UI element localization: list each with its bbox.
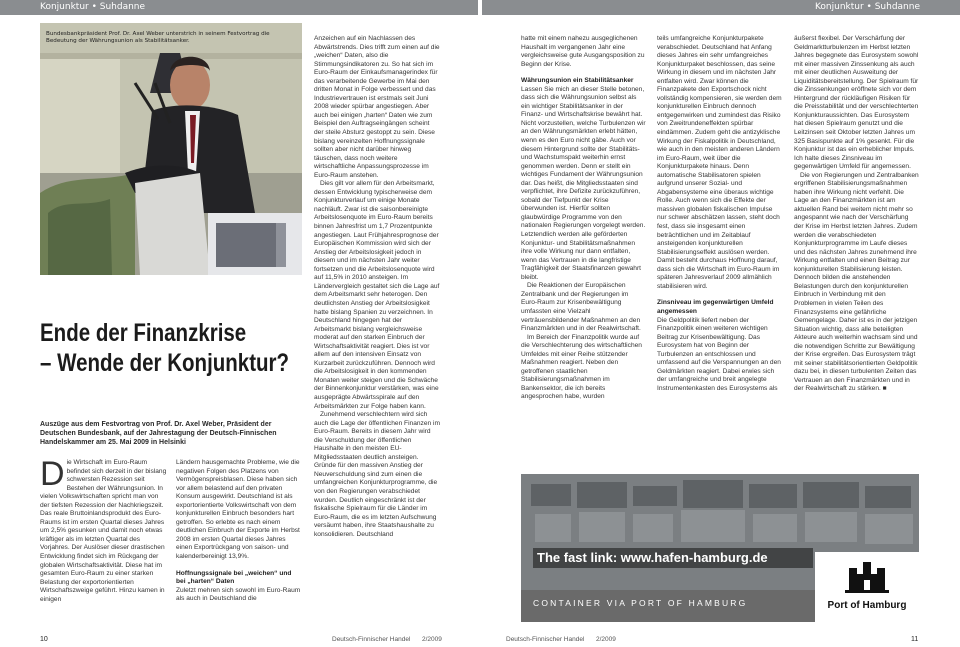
body-paragraph: teils umfangreiche Konjunkturpakete verabschiedet. Deutschland hat Anfang dieses Jahres ein sehr umfangreiches Konjunkturpaket beschlossen, das seine Wirkung in diesem und im nächsten Jahr entfalten wird. Zwar können die Finanzpakete den Exportschock nicht vollständig kompensieren, sie werden dem konjunkturellen Einbruch dennoch entgegenwirken und zumindest das Risiko von Zweitrundeneffekten spürbar eindämmen. Zudem geht die antizyklische Wirkung der Fiskalpolitik in Deutschland, wie auch in den meisten anderen Ländern im Euro-Raum, weit über die Konjunkturpakete hinaus. Denn automatische Stabilisatoren spielen aufgrund unserer Sozial- und Abgabensysteme eine überaus wichtige Rolle. Auch wenn sich die Effekte der massiven globalen fiskalischen Impulse nur schwer abschätzen lassen, steht doch fest, dass sie insgesamt einen beträchtlichen und im Zeitablauf ansteigenden konjunkturellen Stabilisierungseffekt auslösen werden. Damit besteht durchaus Hoffnung darauf, dass sich die Wirtschaft im Euro-Raum im späteren Jahresverlauf 2009 allmählich stabilisieren wird. bbox=[657, 35, 782, 290]
body-paragraph: äußerst flexibel. Der Verschärfung der Geldmarktturbulenzen im Herbst letzten Jahres begegnete das Eurosystem sowohl mit einer massiven Zinssenkung als auch mit einer deutlichen Ausweitung der Liquiditätsbereitstellung. Der Spielraum für die Zinssenkungen eröffnete sich vor dem Hintergrund der rückläufigen Risiken für die Preisstabilität und der verschlechterten Konjunkturaussichten. Das Eurosystem hat diesen Spielraum genutzt und die Leitzinsen seit Oktober letzten Jahres um 325 Basispunkte auf 1% gesenkt. Für die Konjunktur ist das ein erheblicher Impuls. Ich halte dieses Zinsniveau im gegenwärtigen Umfeld für angemessen. bbox=[794, 35, 919, 171]
text-column-6 bbox=[794, 35, 919, 453]
page-number-left: 10 bbox=[40, 636, 48, 643]
ad-headline: The fast link: www.hafen-hamburg.de bbox=[533, 548, 813, 568]
subheading: Währungsunion ein Stabilitätsanker bbox=[521, 77, 634, 85]
headline-line-1: Ende der Finanzkrise bbox=[40, 319, 247, 347]
text-column-5 bbox=[657, 35, 782, 453]
body-paragraph: Zuletzt mehren sich sowohl im Euro-Raum als auch in Deutschland die bbox=[176, 586, 301, 603]
article-lead: Auszüge aus dem Festvortrag von Prof. Dr. Axel Weber, Präsident der Deutschen Bundesbank, auf der Jahrestagung der Deutsch-Finnischen Handelskammer am 25. Mai 2009 in Helsinki bbox=[40, 421, 277, 446]
running-head-left: Konjunktur • Suhdanne bbox=[0, 0, 478, 15]
body-paragraph: Ländern hausgemachte Probleme, wie die negativen Folgen des Platzens von Vermögenspreisblasen. Diese haben sich vor allem belastend auf den privaten Konsum ausgewirkt. Deutschland ist als exportorientierte Volkswirtschaft von dem konjunkturellen Einbruch besonders hart getroffen. So erlebte es nach einem deutlichen Einbruch der Exporte im Herbst 2008 im ersten Quartal dieses Jahres einen Exportrückgang von saison- und kalenderbereinigt 13,9%. bbox=[176, 459, 300, 561]
body-paragraph: Lassen Sie mich an dieser Stelle betonen, dass sich die Währungsunion selbst als ein wichtiger Stabilitätsanker in der Finanz- und Wirtschaftskrise bewährt hat. Nicht vorzustellen, welche Turbulenzen wir an den Währungsmärkten erlebt hätten, wenn es den Euro nicht gäbe. Auch vor diesem Hintergrund sollte der Stabilitäts- und Wachstumspakt weiterhin ernst genommen werden. Denn er stellt ein wichtiges Fundament der Währungsunion dar. Das heißt, die Mitgliedsstaaten sind verpflichtet, ihre Defizite zurückzuführen, sobald der Tiefpunkt der Krise überwunden ist. Hierfür sollten glaubwürdige Programme von den nationalen Regierungen vorgelegt werden. Letztendlich werden alle geförderten Konjunktur- und Stabilitätsmaßnahmen ihre volle Wirkung nur dann entfalten, wenn das Vertrauen in die langfristige Tragfähigkeit der Staatsfinanzen gewahrt bleibt. bbox=[521, 85, 646, 281]
headline-line-2: – Wende der Konjunktur? bbox=[40, 349, 290, 377]
photo-caption: Bundesbankpräsident Prof. Dr. Axel Weber unterstrich in seinem Festvortrag die Bedeutung der Währungsunion als Stabilitätsanker. bbox=[46, 31, 270, 45]
ad-tagline: CONTAINER VIA PORT OF HAMBURG bbox=[533, 598, 748, 608]
port-of-hamburg-logo bbox=[815, 552, 919, 622]
body-paragraph: Anzeichen auf ein Nachlassen des Abwärtstrends. Dies trifft zum einen auf die „weichen“ Daten, also die Stimmungsindikatoren zu. So hat sich im Euro-Raum der Einkaufsmanagerindex für das verarbeitende Gewerbe im Mai den dritten Monat in Folge verbessert und das Industrievertrauen ist erstmals seit Juni 2008 wieder spürbar angestiegen. Aber auch bei einigen „harten“ Daten wie zum Beispiel den Auftragseingängen scheint der steile Absturz gestoppt zu sein. Diese bislang vereinzelten Hoffnungssignale sollten aber nicht darüber hinweg täuschen, dass noch weitere wirtschaftliche Anpassungsprozesse im Euro-Raum anstehen. bbox=[314, 35, 440, 179]
body-paragraph: Im Bereich der Finanzpolitik wurde auf die Verschlechterung des wirtschaftlichen Umfeldes mit einer Reihe stützender Maßnahmen reagiert. Neben den getroffenen staatlichen Stabilisierungsmaßnahmen im Bankensektor, die ich bereits angesprochen habe, wurden bbox=[521, 333, 642, 401]
text-column-2 bbox=[176, 459, 302, 631]
hamburg-castle-icon bbox=[815, 552, 919, 600]
port-of-hamburg-ad bbox=[521, 474, 919, 622]
body-paragraph: Zunehmend verschlechtern wird sich auch die Lage der öffentlichen Finanzen im Euro-Raum. Bereits in diesem Jahr wird die Verschuldung der öffentlichen Haushalte in den meisten EU-Mitgliedsstaaten deutlich ansteigen. Gründe für den massiven Anstieg der Neuverschuldung sind zum einen die umfangreichen Konjunkturprogramme, die von den Regierungen verabschiedet wurden. Deutlich eingeschränkt ist der fiskalische Spielraum für die Länder im Euro-Raum, die es im letzten Aufschwung versäumt haben, ihre Staatshaushalte zu konsolidieren. Deutschland bbox=[314, 411, 440, 538]
footer-issue-left: 2/2009 bbox=[422, 636, 442, 643]
text-column-4 bbox=[521, 35, 646, 453]
speaker-illustration bbox=[40, 23, 302, 275]
body-paragraph: Die von Regierungen und Zentralbanken ergriffenen Stabilisierungsmaßnahmen haben ihre Wirkung nicht verfehlt. Die Lage an den Finanzmärkten ist am aktuellen Rand bei weitem nicht mehr so angespannt wie nach der Verschärfung der Krise im Herbst letzten Jahres. Zudem werden die verabschiedeten Konjunkturprogramme im Laufe dieses und des nächsten Jahres zunehmend ihre Wirkung entfalten und einen Beitrag zur konjunkturellen Stabilisierung leisten. Dennoch bilden die anstehenden Belastungen durch den konjunkturellen Einbruch in Verbindung mit den Problemen in vielen Teilen des Finanzsystems eine gefährliche Gemengelage. Daher ist es in der jetzigen Situation wichtig, dass alle beteiligten Akteure auch weiterhin wachsam sind und die notwendigen Schritte zur Bewältigung der Krise ergreifen. Das Eurosystem trägt mit seiner stabilitätsorientierten Geldpolitik dazu bei, in diesen turbulenten Zeiten das Vertrauen an den Finanzmärkten und in der Realwirtschaft zu stärken. ■ bbox=[794, 171, 919, 393]
footer-publication-right: Deutsch-Finnischer Handel bbox=[506, 636, 585, 643]
body-paragraph: Die Geldpolitik liefert neben der Finanzpolitik einen weiteren wichtigen Beitrag zur Krisenbewältigung. Das Eurosystem hat von Beginn der Turbulenzen an entschlossen und umfassend auf die Verspannungen an den Geldmärkten reagiert. Dabei erwies sich der umfangreiche und breit angelegte Instrumentenkasten des Eurosystems als bbox=[657, 316, 781, 392]
body-paragraph: Die Reaktionen der Europäischen Zentralbank und der Regierungen im Euro-Raum zur Krisenbewältigung umfassten eine Vielzahl verträuensbildender Maßnahmen an den Finanzmärkten und in der Realwirtschaft. bbox=[521, 282, 641, 333]
text-column-1 bbox=[40, 459, 168, 631]
article-headline bbox=[40, 318, 290, 378]
body-paragraph: hatte mit einem nahezu ausgeglichenen Haushalt im vergangenen Jahr eine vergleichsweise gute Ausgangsposition zu Beginn der Krise. bbox=[521, 35, 645, 68]
drop-cap: D bbox=[40, 459, 65, 493]
speaker-photo bbox=[40, 23, 302, 275]
logo-text: Port of Hamburg bbox=[827, 600, 907, 611]
body-paragraph: ie Wirtschaft im Euro-Raum befindet sich derzeit in der bislang schwersten Rezession seit Bestehen der Währungsunion. In vielen Volkswirtschaften spricht man von der tiefsten Rezession der Nachkriegszeit. Das reale Bruttoinlandsprodukt des Euro-Raums ist im ersten Quartal dieses Jahres um 2,5% gesunken und damit noch etwas kräftiger als im letzten Quartal des Vorjahres. Der Auslöser dieser drastischen Entwicklung findet sich im Rückgang der globalen Wirtschaftsaktivität. Diese hat im gesamten Euro-Raum zu einer starken Belastung der exportorientierten Wirtschaftszweige geführt. Hinzu kamen in einigen bbox=[40, 459, 167, 603]
page-number-right: 11 bbox=[911, 636, 919, 643]
subheading: Zinsniveau im gegenwärtigen Umfeld angemessen bbox=[657, 299, 774, 315]
text-column-3 bbox=[314, 35, 440, 625]
running-head-right: Konjunktur • Suhdanne bbox=[482, 0, 960, 15]
subheading: Hoffnungssignale bei „weichen“ und bei „harten“ Daten bbox=[176, 569, 292, 586]
body-paragraph: Dies gilt vor allem für den Arbeitsmarkt, dessen Entwicklung typischerweise dem Konjunkturverlauf um einige Monate nachläuft. Zwar ist die saisonbereinigte Arbeitslosenquote im Euro-Raum bereits binnen Jahresfrist um 1,7 Prozentpunkte angestiegen. Laut Frühjahresprognose der Europäischen Kommission wird sich der Anstieg der Arbeitslosigkeit jedoch in diesem und im nächsten Jahr weiter fortsetzen und die Arbeitslosenquote wird auf 11,5% in 2010 ansteigen. Im Ländervergleich gestaltet sich die Lage auf dem Arbeitsmarkt sehr heterogen. Den deutlichsten Anstieg der Arbeitslosigkeit hatte bislang Spanien zu verzeichnen. In Deutschland hingegen hat der Arbeitsmarkt bislang vergleichsweise moderat auf den starken Einbruch der Wirtschaftsaktivität reagiert. Dies ist vor allem auf den intensiven Einsatz von Kurzarbeit zurückzuführen. Dennoch wird die Arbeitslosigkeit in den kommenden Monaten weiter steigen und die Schwäche der Binnenkonjunktur verstärken, was eine ausgeprägte Abwärtsspirale auf den Arbeitsmärkten zur Folge haben kann. bbox=[314, 180, 440, 410]
footer-issue-right: 2/2009 bbox=[596, 636, 616, 643]
footer-publication-left: Deutsch-Finnischer Handel bbox=[332, 636, 411, 643]
